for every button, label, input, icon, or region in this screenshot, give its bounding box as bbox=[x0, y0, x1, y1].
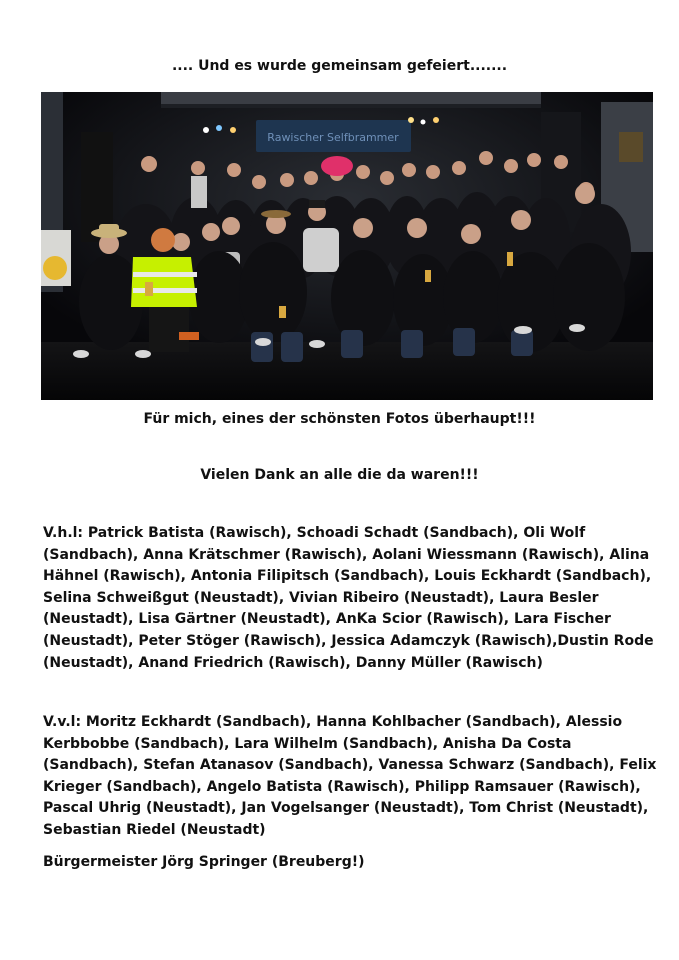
headline: .... Und es wurde gemeinsam gefeiert....... bbox=[171, 58, 508, 74]
thank-you-line: Vielen Dank an alle die da waren!!! bbox=[200, 467, 479, 483]
group-photo bbox=[41, 92, 653, 400]
front-row-names: V.v.l: Moritz Eckhardt (Sandbach), Hanna Kohlbacher (Sandbach), Alessio Kerbbobbe (Sandbach), Lara Wilhelm (Sandbach), Anisha Da Costa (Sandbach), Stefan Atanasov (Sandbach), Vanessa Schwarz (Sandbach), Felix Krieger (Sandbach), Angelo Batista (Rawisch), Philipp Ramsauer (Rawisch), Pascal Uhrig (Neustadt), Jan Vogelsanger (Neustadt), Tom Christ (Neustadt), Sebastian Riedel (Neustadt) bbox=[43, 714, 657, 838]
stage-banner bbox=[256, 120, 411, 152]
photo-caption: Für mich, eines der schönsten Fotos überhaupt!!! bbox=[143, 411, 536, 427]
mayor-line: Bürgermeister Jörg Springer (Breuberg!) bbox=[43, 854, 365, 870]
svg-text:Rawischer Selfbrammer: Rawischer Selfbrammer bbox=[267, 131, 399, 144]
back-row-names: V.h.l: Patrick Batista (Rawisch), Schoadi Schadt (Sandbach), Oli Wolf (Sandbach), Anna Krätschmer (Rawisch), Aolani Wiessmann (Rawisch), Alina Hähnel (Rawisch), Antonia Filipitsch (Sandbach), Louis Eckhardt (Sandbach), Selina Schweißgut (Neustadt), Vivian Ribeiro (Neustadt), Laura Besler (Neustadt), Lisa Gärtner (Neustadt), AnKa Scior (Rawisch), Lara Fischer (Neustadt), Peter Stöger (Rawisch), Jessica Adamczyk (Rawisch),Dustin Rode (Neustadt), Anand Friedrich (Rawisch), Danny Müller (Rawisch) bbox=[43, 525, 654, 671]
